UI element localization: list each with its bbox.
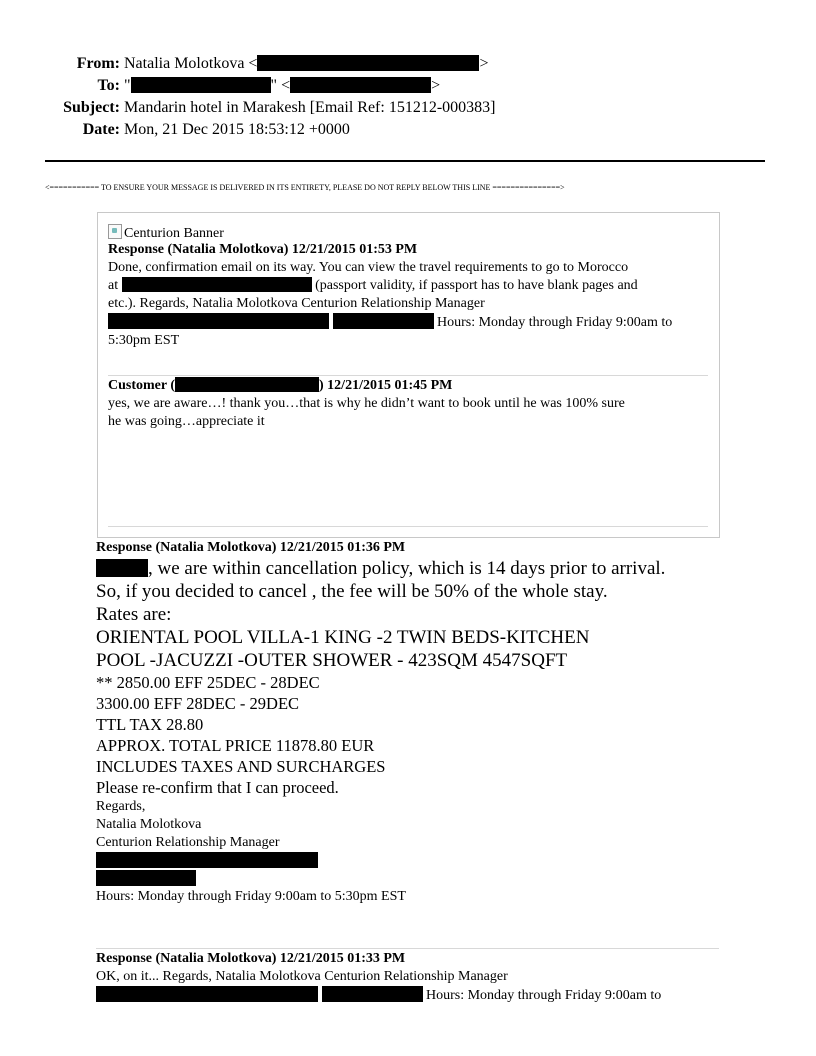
banner-alt-text: Centurion Banner — [124, 226, 224, 241]
message-line — [108, 313, 713, 332]
date-label: Date: — [82, 121, 120, 138]
reply-text: , we are within cancellation policy, which is 14 days prior to arrival. — [148, 558, 666, 579]
reply-line: APPROX. TOTAL PRICE 11878.80 EUR — [96, 736, 375, 755]
redacted-block — [96, 559, 148, 577]
message-divider — [108, 526, 708, 527]
date-value: Mon, 21 Dec 2015 18:53:12 +0000 — [124, 121, 350, 138]
redacted-block — [290, 77, 431, 93]
header-subject-row — [0, 99, 816, 117]
redacted-block — [96, 986, 318, 1002]
redacted-block — [175, 377, 319, 392]
redacted-line — [96, 852, 318, 870]
redacted-block — [322, 986, 423, 1002]
message-header: Response (Natalia Molotkova) 12/21/2015 01:36 PM — [96, 540, 406, 555]
to-close: > — [431, 77, 441, 94]
message-line — [96, 986, 716, 1005]
broken-image-icon — [108, 224, 122, 239]
message-header — [108, 377, 452, 394]
reply-line: Centurion Relationship Manager — [96, 835, 280, 850]
from-label: From: — [76, 55, 120, 72]
header-date-row — [0, 121, 816, 139]
reply-line — [96, 557, 665, 580]
reply-line: ** 2850.00 EFF 25DEC - 28DEC — [96, 673, 320, 692]
message-divider — [108, 375, 708, 376]
from-value — [124, 55, 488, 73]
reply-line: Please re-confirm that I can proceed. — [96, 778, 339, 797]
reply-line: Hours: Monday through Friday 9:00am to 5:30pm EST — [96, 889, 406, 904]
reply-line: So, if you decided to cancel , the fee will be 50% of the whole stay. — [96, 581, 608, 602]
reply-line: INCLUDES TAXES AND SURCHARGES — [96, 757, 386, 776]
reply-notice: <=========== TO ENSURE YOUR MESSAGE IS DELIVERED IN ITS ENTIRETY, PLEASE DO NOT REPLY BELOW THIS LINE ===============> — [45, 183, 565, 192]
from-name: Natalia Molotkova < — [124, 55, 258, 72]
message-text: Customer ( — [108, 378, 176, 393]
header-divider — [45, 160, 765, 162]
message-body — [108, 259, 713, 350]
reply-line: Regards, — [96, 799, 146, 814]
redacted-block — [96, 852, 318, 868]
reply-line: 3300.00 EFF 28DEC - 29DEC — [96, 694, 300, 713]
reply-line: Natalia Molotkova — [96, 817, 202, 832]
message-line: etc.). Regards, Natalia Molotkova Centurion Relationship Manager — [108, 296, 485, 311]
reply-line: POOL -JACUZZI -OUTER SHOWER - 423SQM 4547SQFT — [96, 650, 568, 671]
message-line: OK, on it... Regards, Natalia Molotkova Centurion Relationship Manager — [96, 969, 508, 984]
message-line: 5:30pm EST — [108, 333, 180, 348]
redacted-block — [122, 277, 312, 292]
reply-line: TTL TAX 28.80 — [96, 715, 204, 734]
message-text: Hours: Monday through Friday 9:00am to — [426, 988, 662, 1003]
message-text: Hours: Monday through Friday 9:00am to — [437, 315, 673, 330]
message-header: Response (Natalia Molotkova) 12/21/2015 01:53 PM — [108, 242, 418, 257]
centurion-banner-image — [108, 224, 224, 242]
message-header: Response (Natalia Molotkova) 12/21/2015 01:33 PM — [96, 951, 406, 966]
redacted-block — [333, 313, 434, 329]
to-quote-open: " — [124, 77, 131, 94]
message-line: yes, we are aware…! thank you…that is why he didn’t want to book until he was 100% sure — [108, 396, 625, 411]
subject-label: Subject: — [63, 99, 120, 116]
redacted-block — [96, 870, 196, 886]
subject-value: Mandarin hotel in Marakesh [Email Ref: 151212-000383] — [124, 99, 496, 116]
from-close: > — [479, 55, 489, 72]
redacted-block — [131, 77, 271, 93]
to-value — [124, 77, 440, 95]
redacted-block — [257, 55, 479, 71]
reply-line: ORIENTAL POOL VILLA-1 KING -2 TWIN BEDS-KITCHEN — [96, 627, 590, 648]
header-to-row — [0, 77, 816, 95]
redacted-line — [96, 870, 196, 888]
message-line: he was going…appreciate it — [108, 414, 265, 429]
redacted-block — [108, 313, 329, 329]
message-text: (passport validity, if passport has to have blank pages and — [315, 278, 638, 293]
to-label: To: — [97, 77, 120, 94]
message-line — [108, 277, 713, 295]
message-divider — [96, 948, 719, 949]
message-text: at — [108, 278, 119, 293]
message-body — [96, 968, 716, 1005]
to-quote-mid: " < — [270, 77, 291, 94]
message-body — [108, 395, 713, 431]
header-from-row — [0, 55, 816, 73]
message-line: Done, confirmation email on its way. You can view the travel requirements to go to Morocco — [108, 260, 629, 275]
message-text: ) 12/21/2015 01:45 PM — [319, 378, 453, 393]
reply-line: Rates are: — [96, 604, 172, 625]
